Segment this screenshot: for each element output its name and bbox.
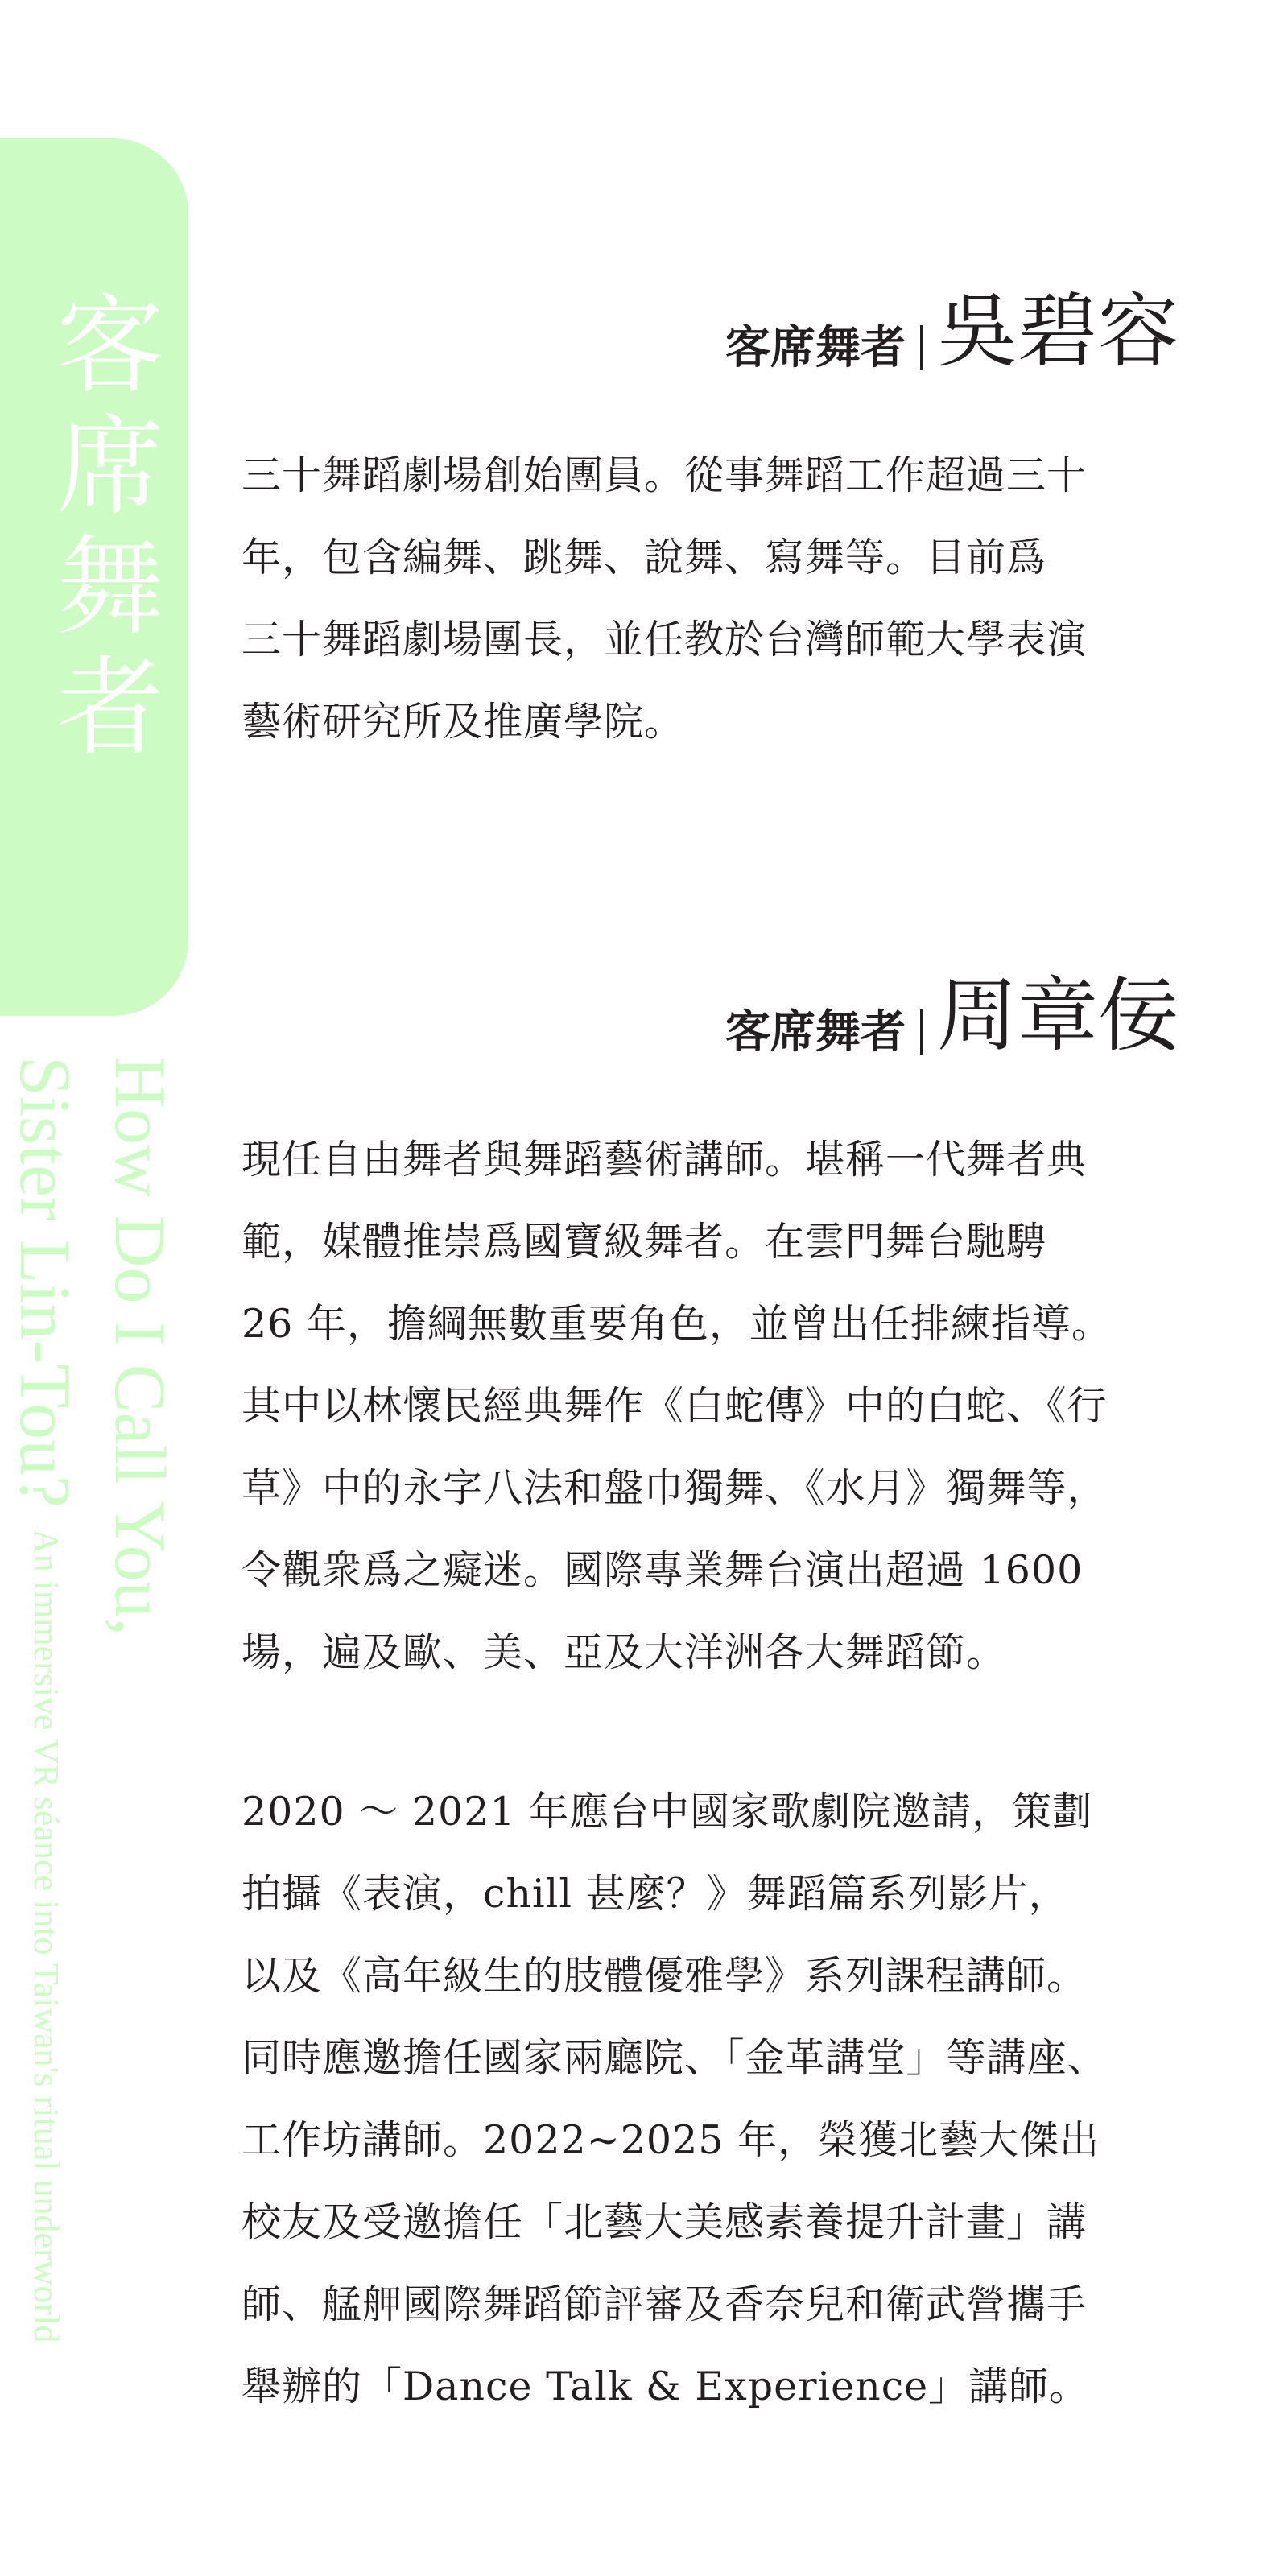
bio-line: 藝術研究所及推廣學院。 <box>242 699 685 745</box>
bio-line: 2020 ～ 2021 年應台中國家歌劇院邀請，策劃 <box>242 1789 1093 1835</box>
bio-line: 校友及受邀擔任「北藝大美感素養提升計畫」講 <box>242 2199 1088 2245</box>
bio-line: 以及《高年級生的肢體優雅學》系列課程講師。 <box>242 1953 1088 1999</box>
dancer-2-bio-continued <box>242 1771 1183 2428</box>
bio-line: 草》中的永字八法和盤巾獨舞、《水月》獨舞等， <box>242 1465 1108 1511</box>
bio-line: 同時應邀擔任國家兩廳院、「金革講堂」等講座、 <box>242 2035 1108 2081</box>
dancer-2-label: 客席舞者 <box>725 1005 906 1059</box>
bio-line: 舉辦的「Dance Talk & Experience」講師。 <box>242 2363 1090 2409</box>
bio-line: 三十舞蹈劇場創始團員。從事舞蹈工作超過三十 <box>242 452 1088 498</box>
bio-line: 場，遍及歐、美、亞及大洋洲各大舞蹈節。 <box>242 1629 1007 1675</box>
dancer-2-bio <box>242 1119 1183 1694</box>
bio-line: 其中以林懷民經典舞作《白蛇傳》中的白蛇、《行 <box>242 1383 1108 1429</box>
bio-line: 拍攝《表演，chill 甚麼？》舞蹈篇系列影片， <box>242 1871 1069 1917</box>
vertical-title-line-1: How Do I Call You, <box>100 1056 180 1637</box>
bio-line: 三十舞蹈劇場團長，並任教於台灣師範大學表演 <box>242 617 1088 663</box>
bio-line: 令觀衆爲之癡迷。國際專業舞台演出超過 1600 <box>242 1547 1084 1593</box>
dancer-1-bio <box>242 435 1183 763</box>
bio-line: 師、艋舺國際舞蹈節評審及香奈兒和衛武營攜手 <box>242 2281 1088 2327</box>
heading-divider <box>920 325 923 370</box>
bio-line: 年，包含編舞、跳舞、說舞、寫舞等。目前爲 <box>242 535 1047 580</box>
vertical-title-block <box>0 1056 187 2343</box>
dancer-1-heading <box>725 284 1179 378</box>
dancer-2-heading <box>725 968 1179 1063</box>
bio-line: 工作坊講師。2022~2025 年，榮獲北藝大傑出 <box>242 2117 1100 2163</box>
dancer-1-name: 吳碧容 <box>937 284 1179 378</box>
vertical-subtitle: An immersive VR séance into Taiwan's ritual underworld <box>27 1529 66 2343</box>
heading-divider <box>920 1009 923 1055</box>
bio-line: 26 年，擔綱無數重要角色，並曾出任排練指導。 <box>242 1301 1112 1347</box>
dancer-1-label: 客席舞者 <box>725 321 906 374</box>
vertical-title-line-2: Sister Lin-Tou? <box>5 1056 85 1509</box>
section-tab-title: 客席 舞者 <box>56 283 164 771</box>
bio-line: 現任自由舞者與舞蹈藝術講師。堪稱一代舞者典 <box>242 1137 1088 1183</box>
bio-line: 範，媒體推崇爲國寶級舞者。在雲門舞台馳騁 <box>242 1219 1047 1265</box>
dancer-2-name: 周章佞 <box>937 968 1179 1063</box>
